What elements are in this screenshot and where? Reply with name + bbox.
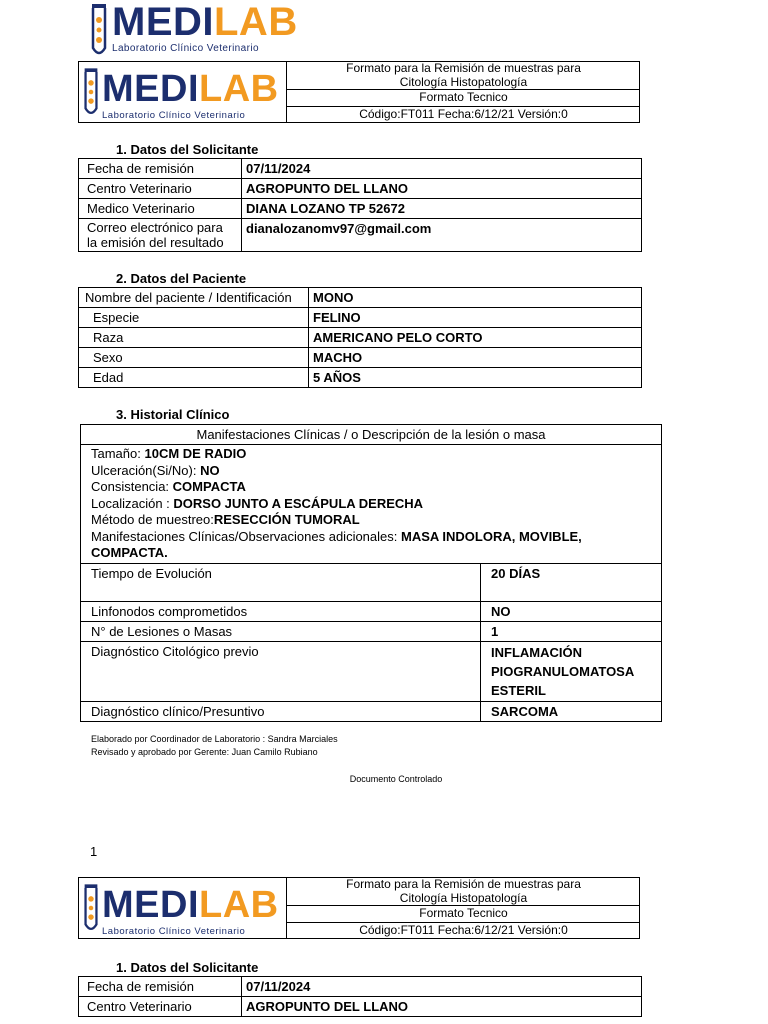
detail-line: Tamaño: 10CM DE RADIO [91,446,247,461]
section-heading-solicitante: 1. Datos del Solicitante [116,960,259,975]
logo-word-lab: LAB [214,0,298,44]
top-logo [88,2,298,58]
header-subtitle: Formato Tecnico [287,90,641,107]
solicitante-table [78,976,642,1017]
header-title-line1: Formato para la Remisión de muestras para [346,61,581,75]
table-row: Centro Veterinario AGROPUNTO DEL LLANO [79,179,642,199]
detail-line: Localización : DORSO JUNTO A ESCÁPULA DERECHA [91,495,424,511]
footer-controlled: Documento Controlado [349,774,443,784]
table-row: Centro Veterinario AGROPUNTO DEL LLANO [79,997,642,1017]
table-row: Correo electrónico para la emisión del resultado dianalozanomv97@gmail.com [79,219,642,252]
logo-word-lab: LAB [199,884,279,926]
header-logo [81,64,285,121]
logo-word-lab: LAB [199,68,279,110]
detail-line: Manifestaciones Clínicas/Observaciones adicionales: MASA INDOLORA, MOVIBLE, COMPACTA. [91,528,582,560]
table-row: Diagnóstico Citológico previo INFLAMACIÓN PIOGRANULOMATOSA ESTERIL [81,641,662,701]
table-row: Especie FELINO [79,308,642,328]
detail-line: Consistencia: COMPACTA [91,479,246,494]
section-heading-historial: 3. Historial Clínico [116,407,230,422]
logo-word-medi: MEDI [102,68,199,110]
table-row: Medico Veterinario DIANA LOZANO TP 52672 [79,199,642,219]
detail-line: Método de muestreo:RESECCIÓN TUMORAL [91,512,360,527]
historial-table-title: Manifestaciones Clínicas / o Descripción de la lesión o masa [81,425,662,445]
table-row: Fecha de remisión 07/11/2024 [79,159,642,179]
logo-word-medi: MEDI [112,0,214,44]
footer-prepared-by: Elaborado por Coordinador de Laboratorio : Sandra Marciales [91,734,338,744]
header-title-line2: Citología Histopatología [399,891,528,905]
logo-tagline: Laboratorio Clínico Veterinario [112,43,259,54]
table-row: Fecha de remisión 07/11/2024 [79,977,642,997]
historial-table [80,424,662,722]
test-tube-icon [81,64,101,120]
table-row: Nombre del paciente / Identificación MONO [79,288,642,308]
table-row: N° de Lesiones o Masas 1 [81,621,662,641]
table-row: Edad 5 AÑOS [79,368,642,388]
footer-credits [91,733,338,759]
section-heading-paciente: 2. Datos del Paciente [116,271,247,286]
footer-approved-by: Revisado y aprobado por Gerente: Juan Camilo Rubiano [91,747,318,757]
header-code: Código:FT011 Fecha:6/12/21 Versión:0 [287,107,641,123]
document-header [78,877,640,939]
test-tube-icon [88,2,110,58]
section-heading-solicitante: 1. Datos del Solicitante [116,142,259,157]
header-title-line2: Citología Histopatología [399,75,528,89]
table-row: Raza AMERICANO PELO CORTO [79,328,642,348]
header-subtitle: Formato Tecnico [287,906,641,923]
test-tube-icon [81,880,101,936]
document-header [78,61,640,123]
logo-tagline: Laboratorio Clínico Veterinario [102,110,246,121]
table-row: Linfonodos comprometidos NO [81,601,662,621]
table-row: Tiempo de Evolución 20 DÍAS [81,563,662,601]
logo-word-medi: MEDI [102,884,199,926]
header-logo [81,880,285,937]
header-title-line1: Formato para la Remisión de muestras para [346,877,581,891]
table-row: Sexo MACHO [79,348,642,368]
logo-tagline: Laboratorio Clínico Veterinario [102,926,246,937]
detail-line: Ulceración(Si/No): NO [91,462,220,478]
table-row: Diagnóstico clínico/Presuntivo SARCOMA [81,701,662,721]
lesion-description [81,445,662,564]
paciente-table [78,287,642,388]
page-number: 1 [90,844,98,859]
solicitante-table [78,158,642,252]
header-code: Código:FT011 Fecha:6/12/21 Versión:0 [287,923,641,939]
